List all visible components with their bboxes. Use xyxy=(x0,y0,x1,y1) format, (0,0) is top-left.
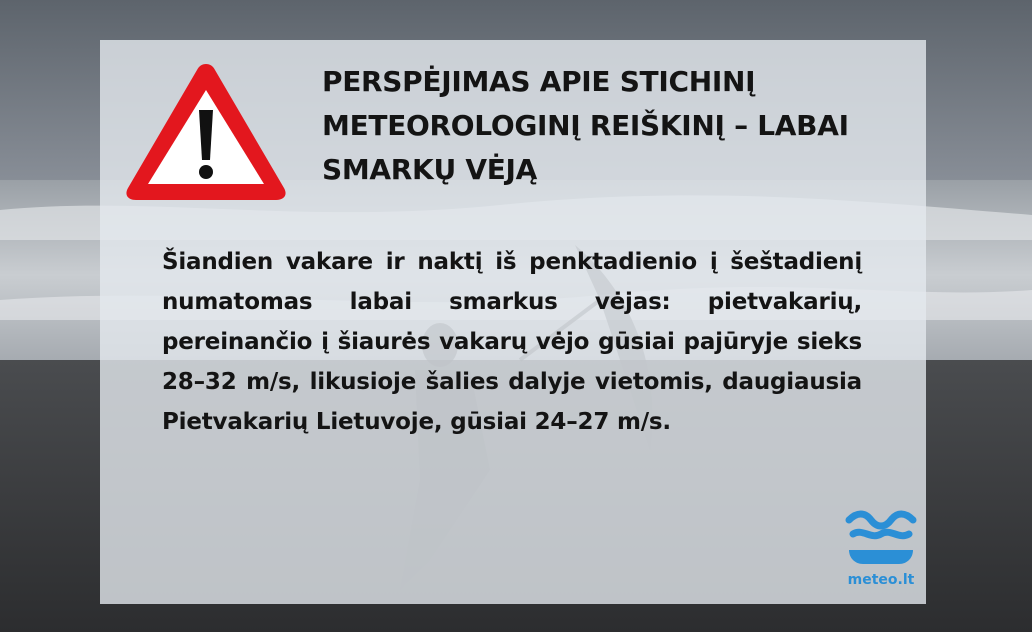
alert-body: Šiandien vakare ir naktį iš penktadienio į šeštadienį numatomas labai smarkus vėjas: pietvakarių, pereinančio į šiaurės vakarų vėjo gūsiai pajūryje sieks 28–32 m/s, likusioje šalies dalyje vietomis, daugiausia Pietvakarių Lietuvoje, gūsiai 24–27 m/s. xyxy=(162,249,862,435)
brand-name: meteo.lt xyxy=(847,572,915,588)
alert-title: PERSPĖJIMAS APIE STICHINĮ METEOROLOGINĮ REIŠKINĮ – LABAI SMARKŲ VĖJĄ xyxy=(322,65,849,186)
warning-triangle-icon xyxy=(122,58,290,204)
meteo-logo xyxy=(843,510,919,592)
waves-logo-icon xyxy=(843,510,919,570)
